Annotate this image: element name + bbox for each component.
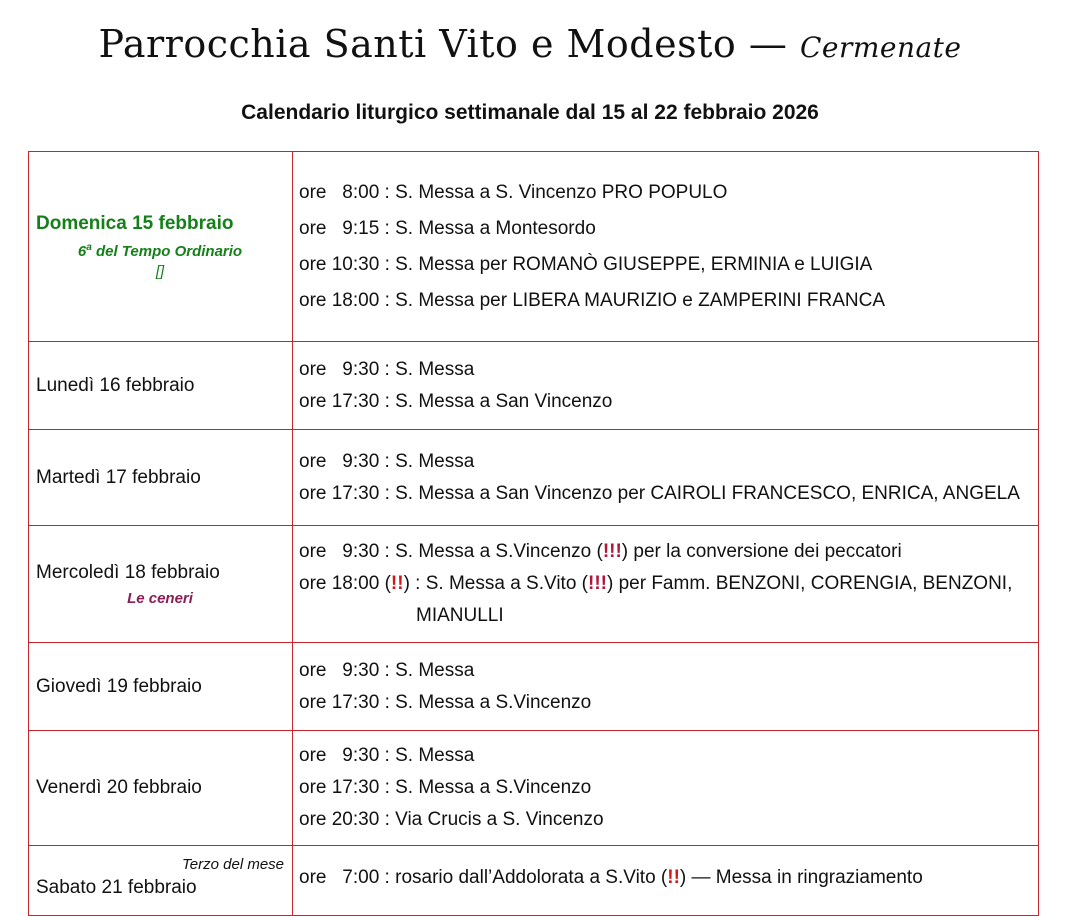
schedule-line-continuation: MIANULLI xyxy=(416,605,504,626)
table-row-wednesday xyxy=(29,526,1039,643)
schedule-cell xyxy=(293,430,1039,526)
schedule-cell xyxy=(293,342,1039,430)
schedule-line: ore 17:30 : S. Messa a S.Vincenzo xyxy=(299,777,592,798)
emphasis-mark: !!! xyxy=(602,541,622,562)
schedule-cell xyxy=(293,152,1039,342)
schedule-line: ore 9:15 : S. Messa a Montesordo xyxy=(299,217,596,239)
table-row-sunday xyxy=(29,152,1039,342)
day-name: Sabato 21 febbraio xyxy=(36,877,197,898)
schedule-cell xyxy=(293,731,1039,846)
schedule-line: ore 17:30 : S. Messa a S.Vincenzo xyxy=(299,691,592,713)
day-name: Domenica 15 febbraio xyxy=(36,213,234,234)
schedule-line: ore 8:00 : S. Messa a S. Vincenzo PRO POPULO xyxy=(299,181,728,203)
schedule-cell xyxy=(293,526,1039,643)
town-name: Cermenate xyxy=(799,31,962,64)
weekly-calendar-table xyxy=(28,151,1039,916)
emphasis-mark: !! xyxy=(390,573,404,594)
day-cell xyxy=(29,731,293,846)
day-cell xyxy=(29,342,293,430)
day-name: Venerdì 20 febbraio xyxy=(36,777,202,798)
title-separator: — xyxy=(748,22,788,66)
parish-title xyxy=(0,22,1060,66)
day-name: Lunedì 16 febbraio xyxy=(36,374,195,396)
schedule-line: ore 9:30 : S. Messa xyxy=(299,450,475,472)
schedule-line: ore 7:00 : rosario dall’Addolorata a S.Vito (!!) — Messa in ringraziamento xyxy=(299,867,923,888)
day-note: [] xyxy=(155,263,165,280)
schedule-line: ore 9:30 : S. Messa a S.Vincenzo (!!!) per la conversione dei peccatori xyxy=(299,541,902,562)
parish-name: Parrocchia Santi Vito e Modesto xyxy=(98,22,737,66)
day-name: Giovedì 19 febbraio xyxy=(36,675,202,697)
day-cell xyxy=(29,152,293,342)
day-cell xyxy=(29,846,293,916)
day-cell xyxy=(29,526,293,643)
schedule-line: ore 18:00 (!!) : S. Messa a S.Vito (!!!) per Famm. BENZONI, CORENGIA, BENZONI, xyxy=(299,573,1013,594)
schedule-line: ore 9:30 : S. Messa xyxy=(299,659,475,681)
day-note: Terzo del mese xyxy=(182,856,284,873)
emphasis-mark: !!! xyxy=(588,573,607,594)
calendar-subtitle: Calendario liturgico settimanale dal 15 al 22 febbraio 2026 xyxy=(241,101,819,124)
schedule-line: ore 9:30 : S. Messa xyxy=(299,358,475,380)
liturgical-season: 6$^a$ del Tempo Ordinario xyxy=(77,242,243,260)
table-row-tuesday xyxy=(29,430,1039,526)
schedule-line: ore 18:00 : S. Messa per LIBERA MAURIZIO e ZAMPERINI FRANCA xyxy=(299,289,886,311)
schedule-line: ore 9:30 : S. Messa xyxy=(299,745,475,766)
day-cell xyxy=(29,430,293,526)
schedule-cell xyxy=(293,846,1039,916)
table-row-monday xyxy=(29,342,1039,430)
table-row-thursday xyxy=(29,643,1039,731)
day-note: Le ceneri xyxy=(127,589,193,607)
table-row-friday xyxy=(29,731,1039,846)
table-row-saturday xyxy=(29,846,1039,916)
schedule-line: ore 20:30 : Via Crucis a S. Vincenzo xyxy=(299,809,604,830)
schedule-line: ore 17:30 : S. Messa a San Vincenzo per CAIROLI FRANCESCO, ENRICA, ANGELA xyxy=(299,482,1020,504)
day-cell xyxy=(29,643,293,731)
schedule-line: ore 17:30 : S. Messa a San Vincenzo xyxy=(299,390,613,412)
schedule-line: ore 10:30 : S. Messa per ROMANÒ GIUSEPPE, ERMINIA e LUIGIA xyxy=(299,253,873,275)
day-name: Mercoledì 18 febbraio xyxy=(36,561,220,583)
emphasis-mark: !! xyxy=(667,867,680,888)
schedule-cell xyxy=(293,643,1039,731)
day-name: Martedì 17 febbraio xyxy=(36,466,201,488)
